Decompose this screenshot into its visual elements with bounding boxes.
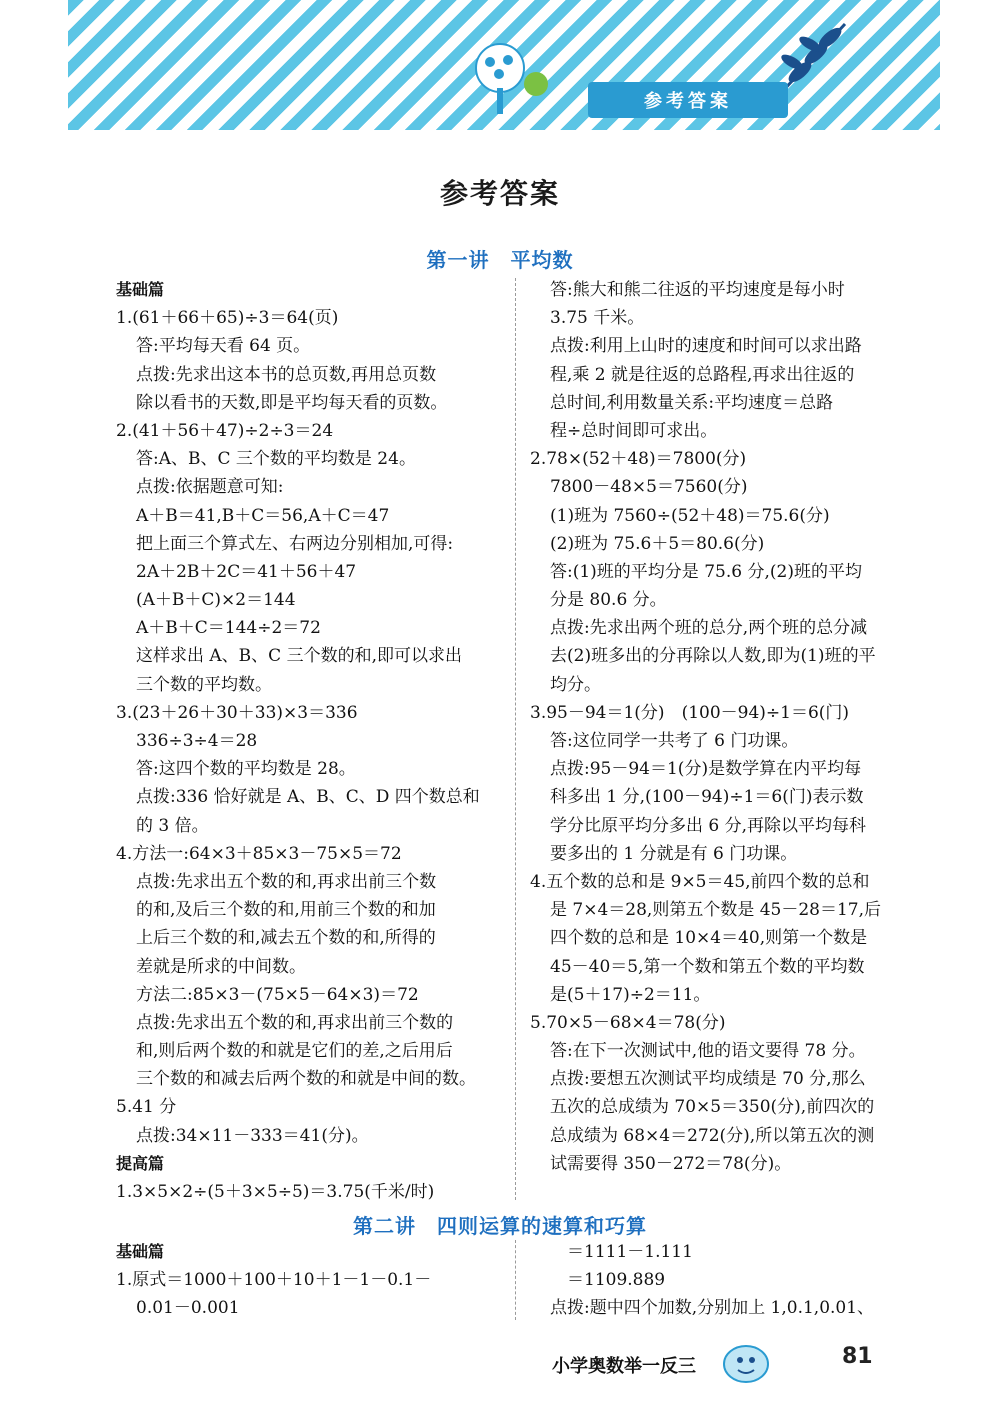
text-line: 的 3 倍。	[136, 815, 209, 836]
text-line: 点拨:先求出五个数的和,再求出前三个数	[136, 871, 437, 892]
text-line: 答:平均每天看 64 页。	[136, 336, 311, 357]
text-line: 方法二:85×3－(75×5－64×3)＝72	[136, 984, 419, 1005]
section-heading: 基础篇	[116, 1242, 165, 1261]
right-column-2	[530, 1238, 940, 1323]
text-line: 3.95－94＝1(分) (100－94)÷1＝6(门)	[530, 702, 850, 723]
text-line: 点拨:95－94＝1(分)是数学算在内平均每	[550, 759, 862, 780]
tree-icon	[470, 40, 550, 120]
text-line: 均分。	[550, 674, 601, 695]
text-line: 45－40＝5,第一个数和第五个数的平均数	[550, 956, 865, 977]
text-line: 答:熊大和熊二往返的平均速度是每小时	[550, 280, 845, 300]
text-line: 程,乘 2 就是往返的总路程,再求出往返的	[550, 364, 855, 385]
text-line: 是 7×4＝28,则第五个数是 45－28＝17,后	[550, 900, 882, 921]
right-column	[530, 276, 940, 1178]
text-line: 试需要得 350－272＝78(分)。	[550, 1153, 792, 1174]
lecture-2-title: 第二讲 四则运算的速算和巧算	[353, 1214, 647, 1238]
text-line: 0.01－0.001	[136, 1298, 240, 1319]
text-line: A＋B＋C＝144÷2＝72	[136, 618, 321, 639]
text-line: 要多出的 1 分就是有 6 门功课。	[550, 843, 798, 864]
text-line: 点拨:要想五次测试平均成绩是 70 分,那么	[550, 1069, 866, 1090]
text-line: 点拨:利用上山时的速度和时间可以求出路	[550, 336, 862, 357]
text-line: 总成绩为 68×4＝272(分),所以第五次的测	[550, 1125, 875, 1146]
text-line: 五次的总成绩为 70×5＝350(分),前四次的	[550, 1097, 875, 1118]
text-line: 答:这四个数的平均数是 28。	[136, 759, 356, 780]
text-line: 3.75 千米。	[550, 308, 645, 329]
text-line: 答:A、B、C 三个数的平均数是 24。	[136, 449, 416, 470]
text-line: 4.五个数的总和是 9×5＝45,前四个数的总和	[530, 871, 870, 892]
text-line: 7800－48×5＝7560(分)	[550, 477, 748, 498]
text-line: 3.(23＋26＋30＋33)×3＝336	[116, 702, 358, 723]
column-divider-2	[515, 1240, 516, 1320]
text-line: 答:在下一次测试中,他的语文要得 78 分。	[550, 1041, 866, 1062]
text-line: 1.原式＝1000＋100＋10＋1－1－0.1－	[116, 1270, 432, 1291]
text-line: 1.3×5×2÷(5＋3×5÷5)＝3.75(千米/时)	[116, 1182, 435, 1202]
book-title: 小学奥数举一反三	[552, 1356, 696, 1377]
section-heading: 提高篇	[116, 1153, 165, 1173]
text-line: 三个数的和减去后两个数的和就是中间的数。	[136, 1069, 476, 1090]
text-line: 点拨:先求出五个数的和,再求出前三个数的	[136, 1012, 454, 1033]
text-line: 四个数的总和是 10×4＝40,则第一个数是	[550, 928, 868, 949]
text-line: 点拨:34×11－333＝41(分)。	[136, 1125, 369, 1146]
text-line: (A＋B＋C)×2＝144	[136, 590, 296, 611]
text-line: 是(5＋17)÷2＝11。	[550, 984, 711, 1005]
text-line: 1.(61＋66＋65)÷3＝64(页)	[116, 308, 339, 329]
text-line: 上后三个数的和,减去五个数的和,所得的	[136, 928, 436, 949]
text-line: 4.方法一:64×3＋85×3－75×5＝72	[116, 843, 402, 864]
text-line: 把上面三个算式左、右两边分别相加,可得:	[136, 533, 454, 554]
text-line: 点拨:题中四个加数,分别加上 1,0.1,0.01、	[550, 1298, 875, 1319]
text-line: 程÷总时间即可求出。	[550, 420, 718, 441]
text-line: 点拨:先求出两个班的总分,两个班的总分减	[550, 618, 868, 639]
left-column-2	[116, 1238, 508, 1323]
text-line: ＝1111－1.111	[550, 1242, 693, 1262]
text-line: 的和,及后三个数的和,用前三个数的和加	[136, 900, 436, 921]
text-line: 336÷3÷4＝28	[136, 731, 258, 751]
section-heading: 基础篇	[116, 280, 165, 299]
text-line: 答:这位同学一共考了 6 门功课。	[550, 731, 799, 751]
text-line: 2.78×(52＋48)＝7800(分)	[530, 449, 747, 470]
left-column	[116, 276, 508, 1206]
text-line: 三个数的平均数。	[136, 674, 272, 695]
text-line: 分是 80.6 分。	[550, 590, 667, 611]
text-line: 差就是所求的中间数。	[136, 956, 306, 977]
text-line: 5.41 分	[116, 1097, 177, 1118]
mascot-icon	[718, 1340, 778, 1388]
column-divider	[515, 278, 516, 1200]
banner-tag: 参考答案	[588, 82, 788, 118]
text-line: 除以看书的天数,即是平均每天看的页数。	[136, 392, 448, 413]
lecture-1-title: 第一讲 平均数	[426, 248, 574, 272]
text-line: 点拨:依据题意可知:	[136, 477, 284, 498]
text-line: 学分比原平均分多出 6 分,再除以平均每科	[550, 815, 867, 836]
text-line: 2.(41＋56＋47)÷2÷3＝24	[116, 420, 334, 441]
text-line: 点拨:先求出这本书的总页数,再用总页数	[136, 364, 437, 385]
page-number: 81	[842, 1344, 873, 1369]
text-line: 总时间,利用数量关系:平均速度＝总路	[550, 392, 834, 413]
text-line: 去(2)班多出的分再除以人数,即为(1)班的平	[550, 646, 876, 667]
text-line: (1)班为 7560÷(52＋48)＝75.6(分)	[550, 505, 830, 526]
text-line: (2)班为 75.6＋5＝80.6(分)	[550, 533, 765, 554]
text-line: 这样求出 A、B、C 三个数的和,即可以求出	[136, 646, 462, 667]
text-line: 5.70×5－68×4＝78(分)	[530, 1012, 726, 1033]
text-line: ＝1109.889	[550, 1270, 666, 1291]
text-line: 和,则后两个数的和就是它们的差,之后用后	[136, 1041, 453, 1062]
text-line: 科多出 1 分,(100－94)÷1＝6(门)表示数	[550, 787, 864, 808]
page-title: 参考答案	[439, 177, 560, 210]
text-line: A＋B＝41,B＋C＝56,A＋C＝47	[136, 505, 390, 526]
text-line: 2A＋2B＋2C＝41＋56＋47	[136, 561, 357, 582]
text-line: 点拨:336 恰好就是 A、B、C、D 四个数总和	[136, 787, 480, 808]
text-line: 答:(1)班的平均分是 75.6 分,(2)班的平均	[550, 561, 862, 582]
